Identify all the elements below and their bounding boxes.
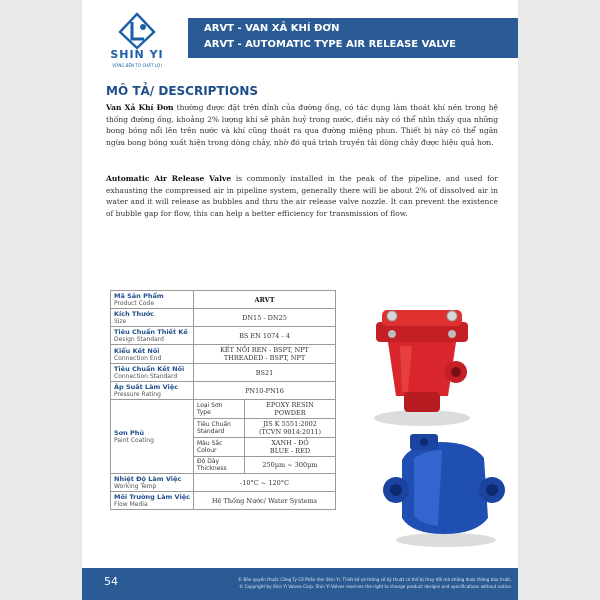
label-vi: Sơn Phủ [114,429,145,437]
value-line: (TCVN 9014:2011) [258,428,322,436]
value-line: BLUE - RED [269,447,311,455]
label-vi: Kích Thước [114,310,155,318]
value-line: JIS K 5551:2002 [263,420,317,428]
sublabel-en: Colour [197,447,217,454]
label-en: Product Code [114,300,155,307]
label-en: Design Standard [114,336,164,343]
value-line: 250µm ~ 300µm [262,461,318,469]
label-en: Flow Media [114,501,148,508]
logo-mark-icon [92,12,182,50]
label-en: Connection Standard [114,373,178,380]
working-temp-value: -10°C ~ 120°C [194,474,336,492]
footer [82,568,518,600]
product-code-value: ARVT [194,291,336,309]
brand-name: SHIN YI [110,48,164,61]
sublabel-en: Standard [197,428,225,435]
section-heading: MÔ TẢ/ DESCRIPTIONS [106,84,258,98]
sublabel-en: Type [197,409,211,416]
description-en-lead: Automatic Air Release Valve [106,174,232,183]
table-row [111,327,336,345]
label-vi: Tiêu Chuẩn Kết Nối [114,365,185,373]
sublabel-vi: Loại Sơn [197,402,223,409]
description-vi-text: thường được đặt trên đỉnh của đường ống, có tác dụng làm thoát khí nén trong hệ thống đường ống, khoảng 2% lượng khí sẽ phân huỷ trong nước, điều này có thể nhìn thấy qua những bong bóng nổi lên trên nước và khí cũng thoát ra qua đường miệng phun. Thiết bị này có thể ngăn ngừa bong bóng xuất hiện trong dòng chảy, nhờ đó quá trình truyền tải dòng chảy được hiệu quả hơn. [106,103,498,147]
page-number: 54 [104,575,118,588]
connection-end-value [194,345,336,364]
label-en: Connection End [114,354,162,362]
copyright-en: © Copyright by Shin Yi Valves Corp. Shin Yi Valves reserves the right to change product designs and specifications without notice. [239,584,512,589]
connection-standard-value: BS21 [194,364,336,382]
copyright-vi: © Bản quyền thuộc Công Ty Cổ Phần Van Shin Yi. Thiết kế và thông số kỹ thuật có thể bị thay đổi mà không được thông báo trước. [237,577,512,582]
value-line: XANH - ĐỎ [271,439,309,447]
description-en [106,173,498,219]
description-en-text: is commonly installed in the peak of the pipeline, and used for exhausting the compressed air in pipeline system, generally there will be about 2% of dissolved air in water and it will release as bubbles and thru the air release valve nozzle. It can prevent the existence of bubble gap for flow, this can help a better efficiency for transmission of flow. [106,174,498,218]
catalog-page [82,0,518,600]
red-valve-image [352,300,492,430]
table-row [111,492,336,510]
label-vi: Nhiệt Độ Làm Việc [114,475,182,483]
header-title-vi: ARVT - VAN XẢ KHÍ ĐƠN [204,23,340,34]
label-en: Paint Coating [114,437,154,444]
table-row [111,345,336,364]
value-line: KẾT NỐI REN - BSPT, NPT [220,346,309,354]
label-en: Pressure Rating [114,391,161,398]
pressure-rating-value: PN10-PN16 [194,382,336,400]
sublabel-vi: Tiêu Chuẩn [197,421,231,428]
table-row [111,309,336,327]
value-line: EPOXY RESIN [266,401,314,409]
table-row [111,291,336,309]
table-row [111,400,336,419]
label-vi: Mã Sản Phẩm [114,292,164,300]
table-row [111,474,336,492]
flow-media-value: Hệ Thống Nước/ Water Systems [194,492,336,510]
label-vi: Áp Suất Làm Việc [114,383,178,391]
label-vi: Kiểu Kết Nối [114,346,160,355]
value-line: THREADED - BSPT, NPT [223,354,306,362]
spec-table [110,290,336,510]
header-title-en: ARVT - AUTOMATIC TYPE AIR RELEASE VALVE [204,39,456,50]
label-en: Size [114,318,127,325]
brand-tagline: VỮNG BỀN TỪ CHẤT LỢI [112,63,162,68]
header-band [188,18,518,58]
description-vi [106,102,498,148]
blue-valve-image [380,430,510,550]
sublabel-en: Thickness [197,465,227,472]
sublabel-vi: Độ Dày [197,458,220,465]
table-row [111,382,336,400]
table-row [111,364,336,382]
label-en: Working Temp [114,483,157,490]
design-standard-value: BS EN 1074 - 4 [194,327,336,345]
label-vi: Môi Trường Làm Việc [114,493,190,501]
value-line: POWDER [274,409,306,417]
brand-logo [92,12,182,66]
size-value: DN15 - DN25 [194,309,336,327]
label-vi: Tiêu Chuẩn Thiết Kế [114,328,188,336]
description-vi-lead: Van Xả Khí Đơn [106,103,174,112]
sublabel-vi: Màu Sắc [197,440,223,447]
